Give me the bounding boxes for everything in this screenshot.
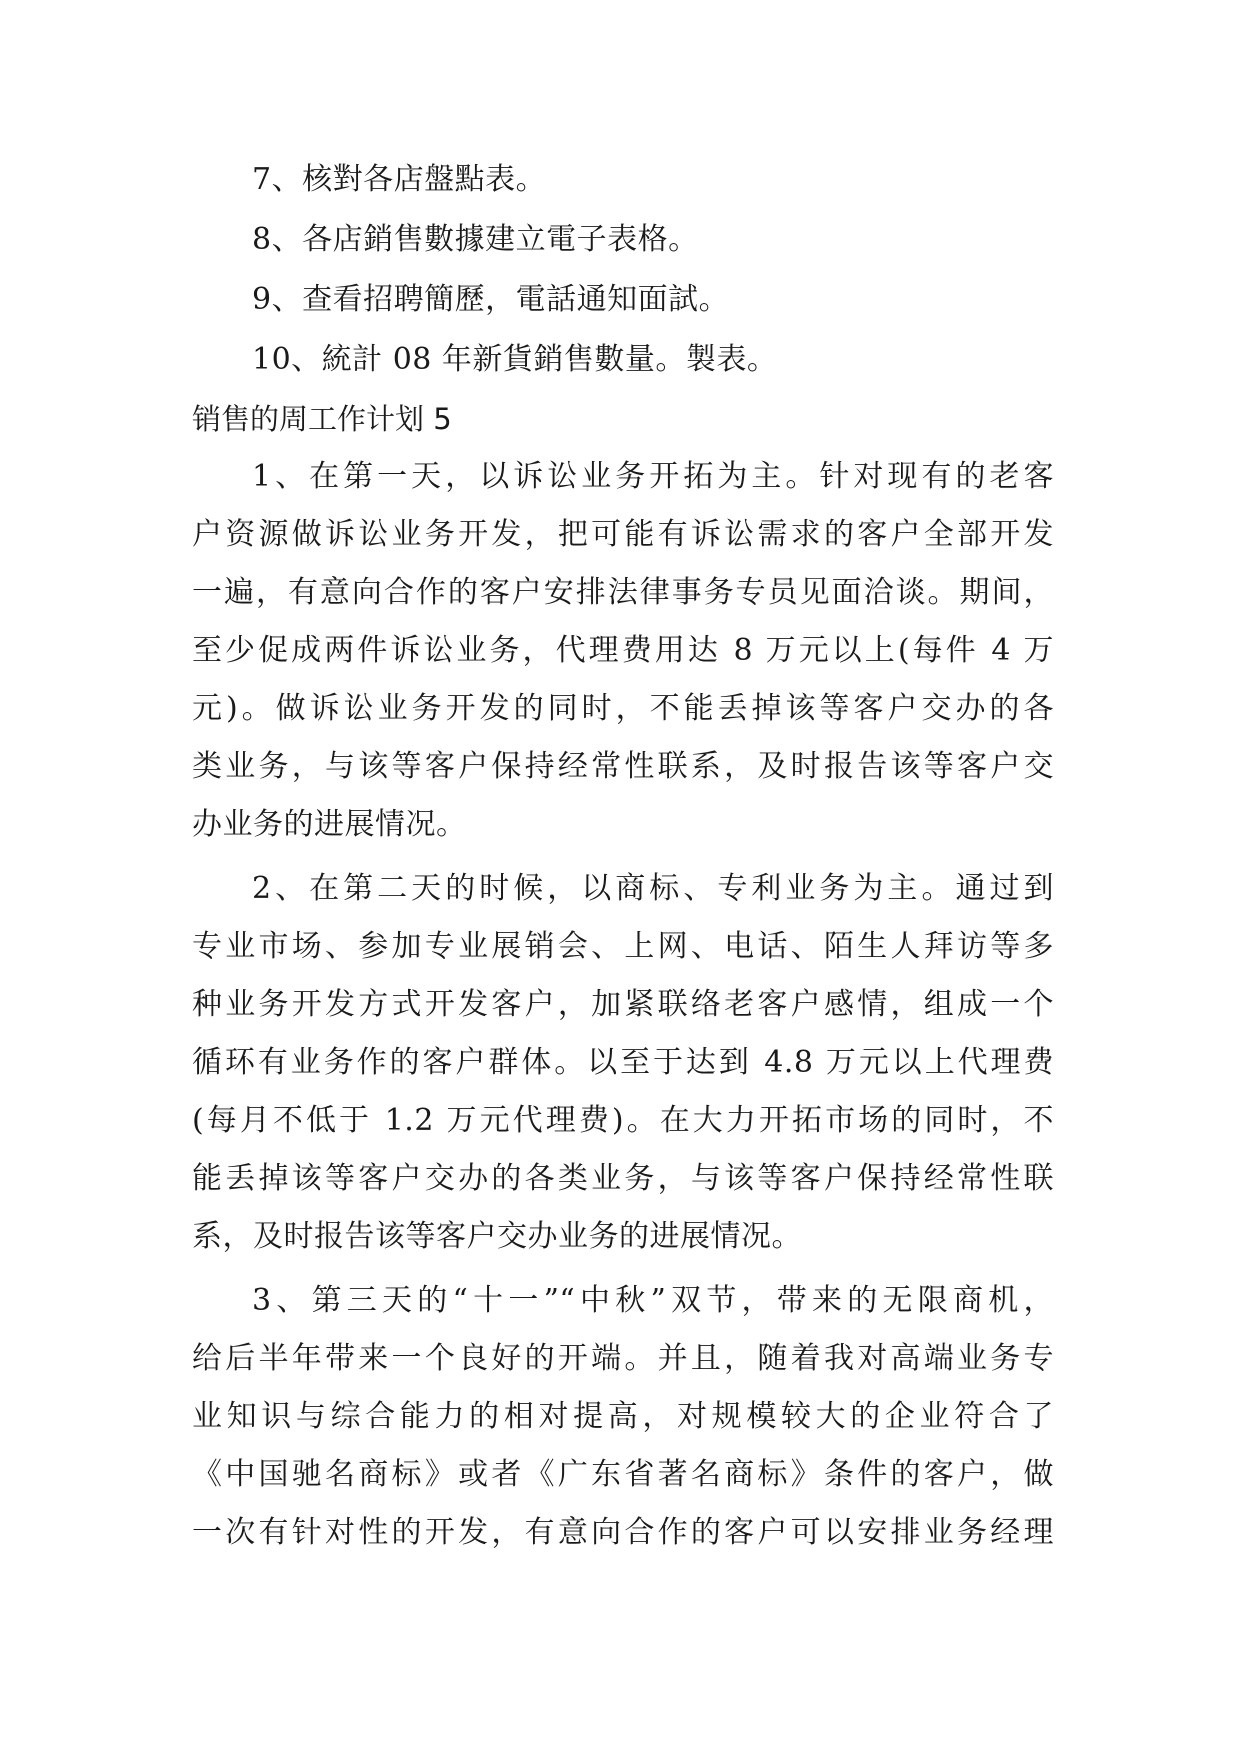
paragraph-line: 2、在第二天的时候，以商标、专利业务为主。通过到: [252, 871, 1054, 906]
paragraph-line: 种业务开发方式开发客户，加紧联络老客户感情，组成一个: [192, 987, 1054, 1022]
paragraph-line: 《中国驰名商标》或者《广东省著名商标》条件的客户，做: [192, 1457, 1054, 1492]
section-heading: 销售的周工作计划 5: [192, 402, 452, 436]
paragraph-3: [192, 1272, 1054, 1562]
paragraph-line: 办业务的进展情况。: [192, 807, 467, 842]
list-item: 7、核對各店盤點表。: [252, 162, 547, 197]
paragraph-line: 系，及时报告该等客户交办业务的进展情况。: [192, 1219, 802, 1254]
paragraph-line: 一次有针对性的开发，有意向合作的客户可以安排业务经理: [192, 1515, 1054, 1550]
paragraph-line: 循环有业务作的客户群体。以至于达到 4.8 万元以上代理费: [192, 1045, 1054, 1080]
paragraph-1: [192, 448, 1054, 854]
document-page: [192, 150, 1054, 1562]
paragraph-line: 一遍，有意向合作的客户安排法律事务专员见面洽谈。期间，: [192, 575, 1054, 610]
paragraph-line: 至少促成两件诉讼业务，代理费用达 8 万元以上(每件 4 万: [192, 633, 1054, 668]
paragraph-line: 专业市场、参加专业展销会、上网、电话、陌生人拜访等多: [192, 929, 1054, 964]
paragraph-2: [192, 860, 1054, 1266]
list-item: 8、各店銷售數據建立電子表格。: [252, 222, 699, 257]
paragraph-line: 3、第三天的“十一”“中秋”双节，带来的无限商机，: [252, 1283, 1054, 1318]
paragraph-line: 元)。做诉讼业务开发的同时，不能丢掉该等客户交办的各: [192, 691, 1054, 726]
paragraph-line: (每月不低于 1.2 万元代理费)。在大力开拓市场的同时，不: [192, 1103, 1054, 1138]
list-item: 9、查看招聘簡歷，電話通知面試。: [252, 282, 730, 317]
task-list: [192, 150, 1054, 390]
paragraph-line: 类业务，与该等客户保持经常性联系，及时报告该等客户交: [192, 749, 1054, 784]
paragraph-line: 户资源做诉讼业务开发，把可能有诉讼需求的客户全部开发: [192, 517, 1054, 552]
paragraph-line: 给后半年带来一个良好的开端。并且，随着我对高端业务专: [192, 1341, 1054, 1376]
paragraph-line: 业知识与综合能力的相对提高，对规模较大的企业符合了: [192, 1399, 1054, 1434]
list-item: 10、統計 08 年新貨銷售數量。製表。: [252, 342, 778, 377]
paragraph-line: 能丢掉该等客户交办的各类业务，与该等客户保持经常性联: [192, 1161, 1054, 1196]
paragraph-line: 1、在第一天，以诉讼业务开拓为主。针对现有的老客: [252, 459, 1054, 494]
